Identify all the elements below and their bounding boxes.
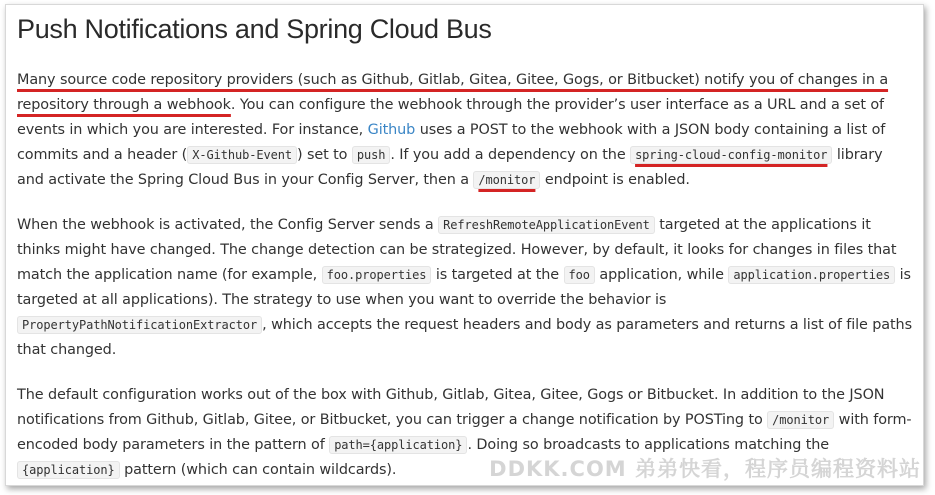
text: endpoint is enabled. bbox=[540, 172, 690, 188]
text: is targeted at the bbox=[431, 267, 564, 283]
text: . You can configure the webhook through the provider’s user interface as a URL and a set of events in which you are interested. For instance, bbox=[17, 97, 885, 138]
inline-code-monitor: /monitor bbox=[767, 411, 834, 429]
text: . If you add a dependency on the bbox=[390, 147, 631, 163]
inline-code-push: push bbox=[352, 146, 391, 164]
text: application, while bbox=[594, 267, 729, 283]
inline-code-application-properties: application.properties bbox=[728, 266, 895, 284]
text: targeted at the applications it thinks might have changed. The change detection can be strategized. However, by default, it looks for changes in files that match the application name (for example, bbox=[17, 217, 897, 283]
text: . Doing so broadcasts to applications matching the bbox=[467, 437, 830, 453]
text: ) set to bbox=[296, 147, 352, 163]
inline-code-monitor: /monitor bbox=[473, 171, 540, 189]
paragraph-webhooks bbox=[17, 68, 912, 193]
inline-code-foo: foo bbox=[564, 266, 595, 284]
underlined-intro-text: Many source code repository providers (such as Github, Gitlab, Gitea, Gitee, Gogs, or Bitbucket) notify you of changes in a repository through a webhook bbox=[17, 72, 889, 113]
text: uses a POST to the webhook with a JSON body containing a list of commits and a header ( bbox=[17, 122, 886, 163]
paragraph-change-detection bbox=[17, 213, 912, 363]
inline-code-extractor: PropertyPathNotificationExtractor bbox=[17, 316, 262, 334]
text: with form-encoded body parameters in the pattern of bbox=[17, 412, 912, 453]
inline-code-application: {application} bbox=[17, 461, 120, 479]
text: pattern (which can contain wildcards). bbox=[119, 462, 397, 478]
page-title: Push Notifications and Spring Cloud Bus bbox=[17, 14, 492, 44]
text: , which accepts the request headers and body as parameters and returns a list of file paths that changed. bbox=[17, 317, 912, 358]
github-link[interactable]: Github bbox=[367, 122, 416, 138]
inline-code-header: X-Github-Event bbox=[187, 146, 297, 164]
document-frame bbox=[5, 4, 924, 486]
inline-code-path: path={application} bbox=[329, 436, 467, 454]
text: library and activate the Spring Cloud Bus in your Config Server, then a bbox=[17, 147, 883, 188]
inline-code-refresh-event: RefreshRemoteApplicationEvent bbox=[438, 216, 655, 234]
document-content bbox=[17, 5, 912, 483]
watermark: DDKK.COM 弟弟快看，程序员编程资料站 bbox=[489, 457, 921, 481]
inline-code-foo-properties: foo.properties bbox=[322, 266, 432, 284]
text: When the webhook is activated, the Config Server sends a bbox=[17, 217, 439, 233]
inline-code-config-monitor: spring-cloud-config-monitor bbox=[630, 146, 832, 164]
text: The default configuration works out of the box with Github, Gitlab, Gitea, Gitee, Gogs or Bitbucket. In addition to the JSON notifications from Github, Gitlab, Gitee, or Bitbucket, you can trigger a change notification by POSTing to bbox=[17, 387, 885, 428]
text: is targeted at all applications). The strategy to use when you want to override the behavior is bbox=[17, 267, 911, 308]
